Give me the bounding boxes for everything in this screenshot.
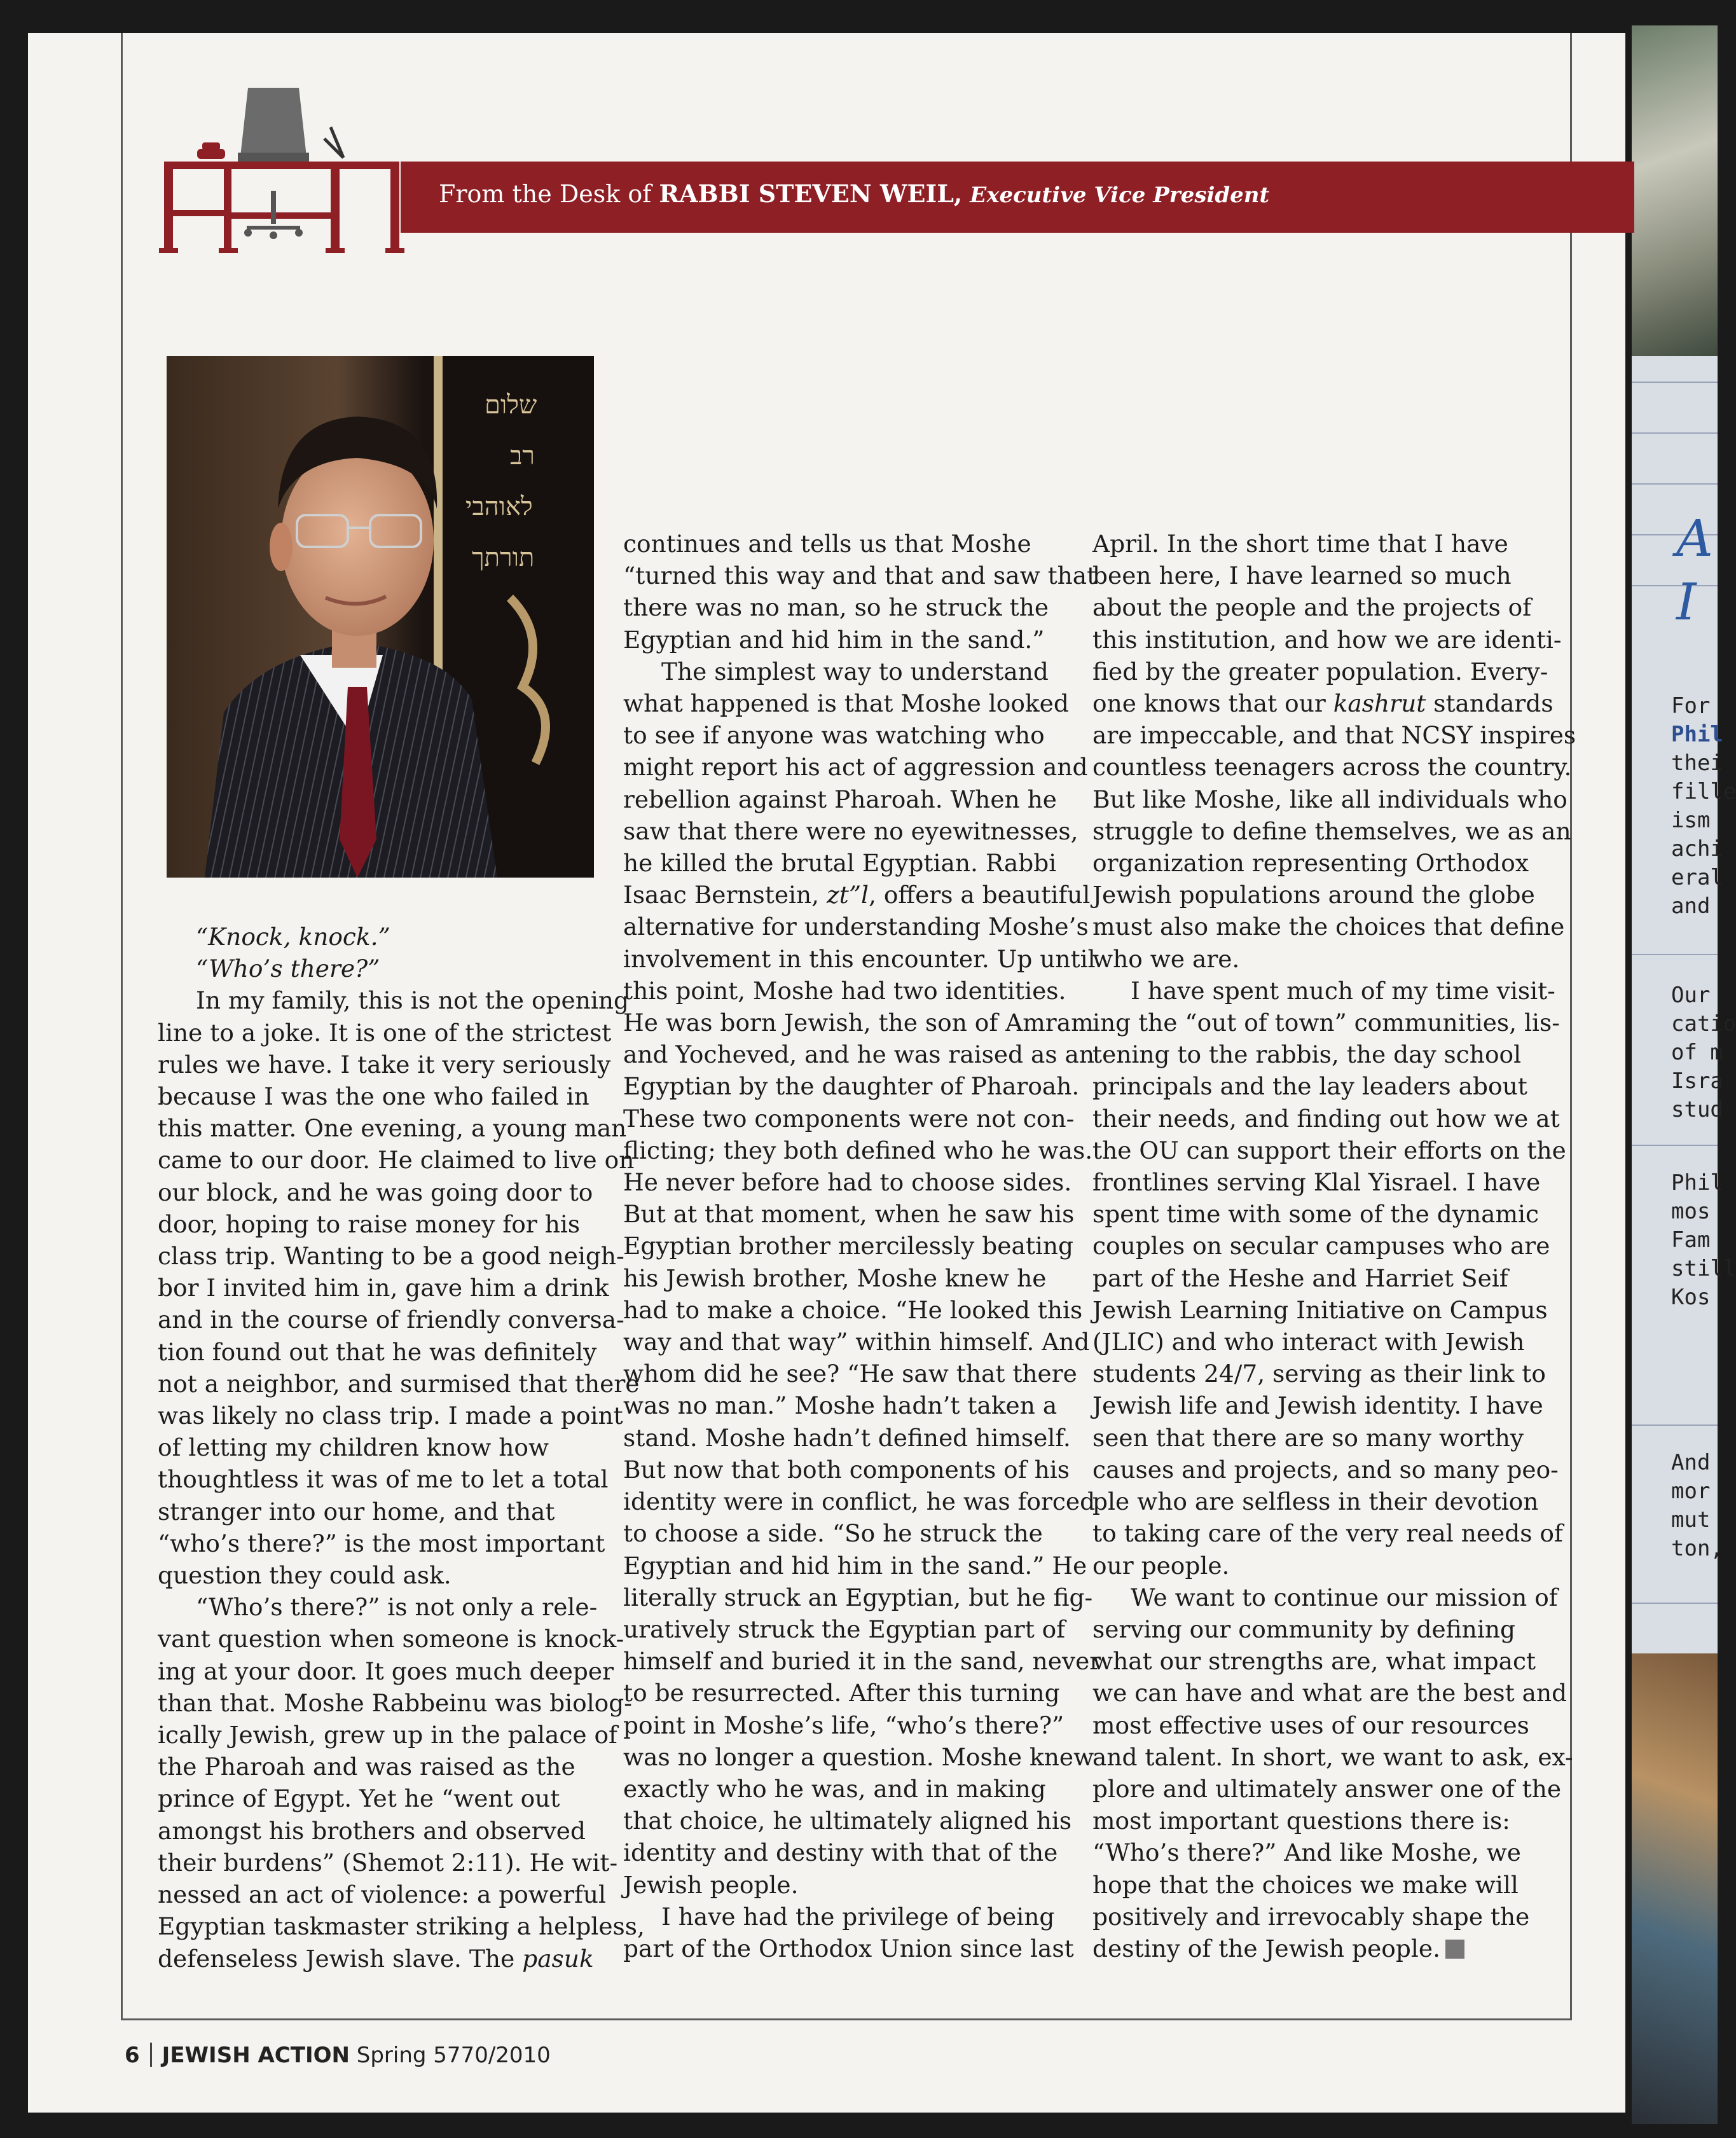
svg-text:תורתך: תורתך: [472, 543, 535, 572]
text-line-content: to see if anyone was watching who: [623, 721, 1045, 750]
text-line-content: stand. Moshe hadn’t defined himself.: [623, 1423, 1071, 1452]
text-line: [623, 656, 1081, 687]
text-line: [1092, 1677, 1567, 1709]
text-line-content: because I was the one who failed in: [158, 1082, 589, 1111]
text-line: [1092, 1741, 1573, 1773]
text-line-content: destiny of the Jewish people.: [1092, 1934, 1440, 1962]
text-line: [1092, 1103, 1560, 1135]
adjacent-text-line: Fam: [1671, 1227, 1711, 1253]
adjacent-text-line: Phil: [1671, 722, 1723, 747]
text-line-content: struggle to define themselves, we as an: [1092, 817, 1571, 845]
text-line: [623, 1901, 1081, 1933]
text-line-content: We want to continue our mission of: [1131, 1583, 1558, 1611]
adjacent-text-line: mor: [1671, 1479, 1711, 1504]
text-line-content: principals and the lay leaders about: [1092, 1072, 1527, 1101]
text-line-content: causes and projects, and so many peo-: [1092, 1455, 1559, 1484]
text-line-content: hope that the choices we make will: [1092, 1870, 1519, 1899]
adjacent-script-letter: I: [1676, 572, 1697, 631]
text-line: [1092, 1038, 1550, 1070]
text-line: [623, 783, 1081, 815]
text-line: [158, 921, 603, 953]
text-line: [1092, 783, 1567, 815]
italic-term: pasuk: [522, 1944, 594, 1973]
text-line: [623, 1326, 1090, 1358]
adjacent-text-line: Phil: [1671, 1170, 1723, 1196]
text-line-content: “Knock, knock.”: [196, 923, 390, 951]
text-line-content: was likely no class trip. I made a point: [158, 1402, 623, 1430]
text-line: [623, 719, 1081, 751]
text-line: [1092, 1135, 1566, 1166]
text-line: [1092, 943, 1550, 975]
text-line: [1092, 624, 1562, 656]
text-line: [623, 1933, 1081, 1964]
text-line-content: “Who’s there?”: [196, 955, 380, 983]
article-column-1: [158, 921, 645, 1975]
text-line-content: his Jewish brother, Moshe knew he: [623, 1264, 1047, 1292]
text-line-content: and talent. In short, we want to ask, ex-: [1092, 1742, 1573, 1771]
adjacent-text-line: ton,: [1671, 1536, 1723, 1561]
text-line-content: to taking care of the very real needs of: [1092, 1519, 1563, 1548]
text-line: [1092, 1869, 1550, 1901]
text-line-content: and Yocheved, and he was raised as an: [623, 1040, 1095, 1069]
magazine-name: JEWISH ACTION: [162, 2043, 350, 2068]
text-line: [158, 1496, 603, 1528]
text-line-content: Jewish Learning Initiative on Campus: [1092, 1295, 1548, 1324]
text-line: [623, 943, 1096, 975]
adjacent-page: [1632, 25, 1736, 2124]
text-line: [1092, 1550, 1550, 1582]
text-line-content: April. In the short time that I have: [1092, 530, 1508, 558]
end-square-icon: [1445, 1940, 1464, 1959]
text-line: [1092, 687, 1553, 719]
adjacent-text-line: and: [1671, 893, 1711, 919]
text-line: [623, 1486, 1096, 1517]
text-line-content: frontlines serving Klal Yisrael. I have: [1092, 1168, 1541, 1197]
text-line: [1092, 1294, 1550, 1326]
text-line-content: amongst his brothers and observed: [158, 1816, 586, 1845]
text-line-content: way and that way” within himself. And: [623, 1328, 1090, 1356]
text-line: [623, 815, 1081, 847]
adjacent-text-line: Isra: [1671, 1068, 1723, 1094]
text-line: [623, 1677, 1081, 1709]
text-line: [1092, 1517, 1563, 1549]
text-line: [1092, 1805, 1550, 1837]
author-portrait: [167, 356, 594, 878]
text-line: [1092, 1198, 1550, 1230]
adjacent-text-line: Our: [1671, 983, 1711, 1008]
text-line: [623, 1390, 1081, 1421]
text-line: [158, 1112, 627, 1144]
text-line: [158, 1591, 603, 1623]
text-line: [623, 1805, 1081, 1837]
text-line-content: positively and irrevocably shape the: [1092, 1902, 1530, 1931]
adjacent-text-line: thei: [1671, 750, 1723, 776]
adjacent-photo-top: [1632, 25, 1718, 356]
text-line: [158, 1559, 603, 1591]
text-line-content: door, hoping to raise money for his: [158, 1210, 581, 1238]
text-line-content: tening to the rabbis, the day school: [1092, 1040, 1522, 1069]
text-line: [623, 1038, 1095, 1070]
desk-icon: [158, 83, 412, 261]
text-line-content: saw that there were no eyewitnesses,: [623, 817, 1078, 845]
text-line-content: I have spent much of my time visit-: [1131, 976, 1555, 1005]
text-line: [623, 751, 1088, 783]
text-line-content: most important questions there is:: [1092, 1807, 1510, 1835]
text-line: [623, 1550, 1087, 1582]
text-line-content: our people.: [1092, 1551, 1230, 1580]
text-line-content: nessed an act of violence: a powerful: [158, 1880, 607, 1909]
text-line: [1092, 1422, 1550, 1454]
text-line-content: line to a joke. It is one of the strictest: [158, 1018, 612, 1047]
text-line-content: organization representing Orthodox: [1092, 849, 1529, 878]
text-line-content: who we are.: [1092, 944, 1240, 973]
text-line-content: ing the “out of town” communities, lis-: [1092, 1009, 1560, 1037]
text-line-content: uratively struck the Egyptian part of: [623, 1615, 1066, 1643]
text-line-content: exactly who he was, and in making: [623, 1774, 1046, 1803]
text-line: [158, 1176, 603, 1208]
text-line-tail: , offers a beautiful: [869, 881, 1091, 909]
text-line-content: ple who are selfless in their devotion: [1092, 1487, 1539, 1516]
text-line-content: prince of Egypt. Yet he “went out: [158, 1784, 560, 1813]
text-line-content: about the people and the projects of: [1092, 593, 1532, 622]
text-line-content: class trip. Wanting to be a good neigh-: [158, 1242, 624, 1271]
adjacent-text-line: still: [1671, 1256, 1736, 1281]
text-line-content: In my family, this is not the opening: [196, 986, 630, 1015]
text-line: [623, 591, 1081, 623]
text-line: [623, 1517, 1081, 1549]
text-line-content: part of the Heshe and Harriet Seif: [1092, 1264, 1508, 1292]
text-line-content: Egyptian and hid him in the sand.”: [623, 625, 1045, 654]
text-line-content: this point, Moshe had two identities.: [623, 976, 1066, 1005]
text-line-content: Isaac Bernstein,: [623, 881, 827, 909]
text-line-content: than that. Moshe Rabbeinu was biolog-: [158, 1688, 632, 1717]
text-line: [623, 1007, 1094, 1038]
text-line: [1092, 1837, 1550, 1868]
text-line-content: ing at your door. It goes much deeper: [158, 1657, 614, 1685]
text-line: [158, 1623, 624, 1655]
text-line: [1092, 1070, 1550, 1102]
text-line-content: himself and buried it in the sand, never: [623, 1647, 1101, 1676]
text-line: [1092, 1454, 1559, 1486]
adjacent-text-line: achi: [1671, 836, 1723, 862]
text-line: [623, 1230, 1081, 1262]
text-line-content: “Who’s there?” And like Moshe, we: [1092, 1838, 1521, 1867]
text-line: [1092, 1582, 1558, 1613]
text-line: [1092, 719, 1576, 751]
text-line: [623, 1869, 1081, 1901]
text-line-content: bor I invited him in, gave him a drink: [158, 1274, 609, 1302]
text-line: [1092, 1358, 1550, 1390]
text-line: [158, 1910, 645, 1942]
text-line-content: question they could ask.: [158, 1561, 451, 1590]
text-line: [623, 1070, 1081, 1102]
text-line: [158, 1049, 611, 1080]
text-line-content: serving our community by defining: [1092, 1615, 1515, 1643]
adjacent-text-line: Kos: [1671, 1285, 1711, 1310]
text-line: [623, 1613, 1081, 1645]
text-line-content: vant question when someone is knock-: [158, 1625, 624, 1653]
text-line-content: Egyptian by the daughter of Pharoah.: [623, 1072, 1080, 1101]
text-line-content: whom did he see? “He saw that there: [623, 1360, 1077, 1388]
text-line: [623, 1358, 1081, 1390]
text-line-content: was no man.” Moshe hadn’t taken a: [623, 1391, 1057, 1420]
text-line: [623, 1741, 1094, 1773]
text-line-content: rules we have. I take it very seriously: [158, 1050, 611, 1079]
text-line-content: He never before had to choose sides.: [623, 1168, 1072, 1197]
text-line-content: He was born Jewish, the son of Amram: [623, 1009, 1094, 1037]
text-line: [1092, 815, 1571, 847]
italic-term: kashrut: [1333, 689, 1426, 718]
text-line: [158, 1304, 624, 1335]
text-line-content: thoughtless it was of me to let a total: [158, 1465, 609, 1494]
adjacent-text-line: mos: [1671, 1199, 1711, 1224]
text-line: [1092, 1262, 1550, 1294]
text-line-content: involvement in this encounter. Up until: [623, 944, 1096, 973]
text-line-content: seen that there are so many worthy: [1092, 1423, 1524, 1452]
text-line-content: the OU can support their efforts on the: [1092, 1136, 1566, 1164]
text-line-content: countless teenagers across the country.: [1092, 753, 1572, 782]
text-line-content: been here, I have learned so much: [1092, 562, 1512, 590]
text-line: [623, 1454, 1081, 1486]
text-line: [1092, 528, 1550, 560]
text-line: [1092, 656, 1550, 687]
text-line-content: “who’s there?” is the most important: [158, 1529, 605, 1557]
text-line-content: (JLIC) and who interact with Jewish: [1092, 1328, 1525, 1356]
text-line: [623, 624, 1081, 656]
text-line: [1092, 1326, 1550, 1358]
text-line: [623, 687, 1081, 719]
text-line-content: he killed the brutal Egyptian. Rabbi: [623, 849, 1057, 878]
text-line: [1092, 591, 1550, 623]
text-line-content: what our strengths are, what impact: [1092, 1647, 1536, 1676]
text-line: [623, 560, 1097, 591]
text-line-content: continues and tells us that Moshe: [623, 530, 1031, 558]
text-line-content: to be resurrected. After this turning: [623, 1679, 1060, 1707]
text-line-content: Egyptian and hid him in the sand.” He: [623, 1551, 1087, 1580]
text-line-content: plore and ultimately answer one of the: [1092, 1774, 1562, 1803]
text-line-content: their needs, and finding out how we at: [1092, 1104, 1560, 1133]
article-column-3: [1092, 528, 1576, 1964]
italic-term: zt”l: [827, 881, 869, 909]
text-line-content: fied by the greater population. Every-: [1092, 657, 1548, 686]
text-line: [623, 975, 1081, 1007]
text-line-content: Jewish populations around the globe: [1092, 881, 1535, 909]
text-line-content: our block, and he was going door to: [158, 1178, 593, 1206]
text-line-content: and in the course of friendly conversa-: [158, 1306, 624, 1334]
text-line: [623, 1709, 1081, 1741]
text-line: [1092, 560, 1550, 591]
text-line: [158, 984, 630, 1016]
text-line-content: we can have and what are the best and: [1092, 1679, 1567, 1707]
text-line-content: stranger into our home, and that: [158, 1497, 555, 1526]
text-line: [1092, 975, 1555, 1007]
text-line: [623, 1294, 1081, 1326]
text-line: [1092, 911, 1565, 942]
text-line-content: identity and destiny with that of the: [623, 1838, 1058, 1867]
text-line-content: tion found out that he was definitely: [158, 1337, 597, 1366]
text-line-content: not a neighbor, and surmised that there: [158, 1369, 640, 1398]
text-line: [158, 1017, 612, 1049]
issue-label: Spring 5770/2010: [356, 2043, 551, 2068]
banner-prefix: From the Desk of: [439, 180, 659, 208]
text-line-content: “turned this way and that and saw that: [623, 562, 1097, 590]
text-line: [623, 879, 1091, 911]
author-role: Executive Vice President: [970, 183, 1270, 208]
text-line: [1092, 1773, 1562, 1805]
text-line: [1092, 1901, 1550, 1933]
text-line: [1092, 847, 1550, 879]
text-line-content: flicting; they both defined who he was.: [623, 1136, 1093, 1164]
svg-text:שלום: שלום: [485, 390, 537, 420]
text-line: [158, 1144, 635, 1176]
article-column-2: [623, 528, 1101, 1964]
text-line-content: of letting my children know how: [158, 1433, 549, 1462]
text-line-content: But now that both components of his: [623, 1455, 1070, 1484]
page-number: 6: [125, 2043, 140, 2068]
text-line-content: Egyptian brother mercilessly beating: [623, 1232, 1074, 1260]
text-line-content: But like Moshe, like all individuals who: [1092, 785, 1567, 813]
text-line: [1092, 1486, 1550, 1517]
text-line: [623, 1422, 1081, 1454]
text-line: [623, 1135, 1093, 1166]
page-footer: [125, 2043, 551, 2068]
text-line-content: must also make the choices that define: [1092, 913, 1565, 941]
svg-text:לאוהבי: לאוהבי: [465, 492, 533, 521]
text-line: [158, 1272, 609, 1304]
text-line: [623, 847, 1081, 879]
text-line-content: rebellion against Pharoah. When he: [623, 785, 1057, 813]
text-line: [158, 1528, 603, 1559]
text-line: [158, 1368, 640, 1400]
text-line-content: most effective uses of our resources: [1092, 1711, 1529, 1739]
text-line: [1092, 1613, 1550, 1645]
text-line-content: The simplest way to understand: [661, 657, 1049, 686]
text-line-content: students 24/7, serving as their link to: [1092, 1360, 1546, 1388]
text-line: [158, 1751, 603, 1783]
text-line-content: These two components were not con-: [623, 1104, 1075, 1133]
text-line-content: to choose a side. “So he struck the: [623, 1519, 1043, 1548]
text-line: [158, 1687, 632, 1719]
text-line-content: part of the Orthodox Union since last: [623, 1934, 1074, 1962]
text-line: [1092, 1007, 1560, 1038]
text-line-content: this institution, and how we are identi-: [1092, 625, 1562, 654]
text-line: [1092, 879, 1550, 911]
adjacent-text-line: fille: [1671, 779, 1736, 804]
text-line: [623, 528, 1081, 560]
text-line-content: identity were in conflict, he was forced: [623, 1487, 1096, 1516]
text-line-content: that choice, he ultimately aligned his: [623, 1807, 1072, 1835]
adjacent-text-line: ism: [1671, 808, 1711, 833]
text-line: [623, 1198, 1081, 1230]
header-banner-text: [439, 179, 1269, 208]
text-line: [158, 1655, 614, 1687]
text-line: [158, 1431, 603, 1463]
text-line-content: couples on secular campuses who are: [1092, 1232, 1550, 1260]
text-line: [158, 1208, 603, 1240]
text-line: [158, 1336, 603, 1368]
text-line: [623, 1103, 1081, 1135]
text-line-content: ically Jewish, grew up in the palace of: [158, 1721, 617, 1749]
text-line: [158, 1783, 603, 1814]
text-line: [623, 1262, 1081, 1294]
text-line-content: defenseless Jewish slave. The: [158, 1944, 523, 1973]
text-line-content: literally struck an Egyptian, but he fig-: [623, 1583, 1093, 1611]
text-line-content: this matter. One evening, a young man: [158, 1114, 627, 1143]
text-line-content: But at that moment, when he saw his: [623, 1200, 1075, 1229]
adjacent-text-line: And: [1671, 1450, 1711, 1475]
text-line: [623, 1582, 1093, 1613]
text-line: [1092, 1230, 1550, 1262]
text-line: [158, 1847, 618, 1879]
text-line: [1092, 1166, 1550, 1198]
text-line-content: there was no man, so he struck the: [623, 593, 1049, 622]
text-line-content: the Pharoah and was raised as the: [158, 1753, 575, 1781]
text-line-content: point in Moshe’s life, “who’s there?”: [623, 1711, 1064, 1739]
author-name: RABBI STEVEN WEIL,: [659, 179, 963, 208]
text-line-content: what happened is that Moshe looked: [623, 689, 1069, 718]
text-line: [158, 1719, 617, 1751]
text-line: [158, 1463, 609, 1495]
text-line: [1092, 1645, 1550, 1677]
svg-text:רב: רב: [510, 441, 535, 471]
text-line: [158, 1240, 624, 1272]
text-line: [158, 953, 603, 984]
adjacent-script-letter: A: [1676, 509, 1713, 568]
adjacent-text-line: of m: [1671, 1040, 1723, 1065]
text-line: [623, 1166, 1081, 1198]
text-line-content: are impeccable, and that NCSY inspires: [1092, 721, 1576, 750]
text-line-content: Egyptian taskmaster striking a helpless,: [158, 1912, 645, 1941]
text-line: [158, 1080, 603, 1112]
text-line-content: “Who’s there?” is not only a rele-: [196, 1593, 598, 1622]
text-line-content: I have had the privilege of being: [661, 1902, 1055, 1931]
text-line-content: their burdens” (Shemot 2:11). He wit-: [158, 1848, 618, 1877]
text-line: [158, 1815, 603, 1847]
text-line-content: had to make a choice. “He looked this: [623, 1295, 1083, 1324]
adjacent-text-line: catio: [1671, 1011, 1736, 1037]
text-line: [1092, 1709, 1550, 1741]
text-line-content: alternative for understanding Moshe’s: [623, 913, 1089, 941]
text-line: [623, 1837, 1081, 1868]
text-line-content: might report his act of aggression and: [623, 753, 1088, 782]
text-line: [623, 1645, 1101, 1677]
text-line-tail: standards: [1426, 689, 1553, 718]
text-line-content: Jewish life and Jewish identity. I have: [1092, 1391, 1543, 1420]
adjacent-text-line: eral: [1671, 865, 1723, 890]
text-line-content: came to our door. He claimed to live on: [158, 1146, 635, 1175]
text-line-content: Jewish people.: [623, 1870, 799, 1899]
text-line-content: one knows that our: [1092, 689, 1333, 718]
text-line-content: spent time with some of the dynamic: [1092, 1200, 1540, 1229]
adjacent-text-line: stud: [1671, 1097, 1723, 1122]
adjacent-photo-bottom: [1632, 1653, 1718, 2124]
adjacent-text-line: For: [1671, 693, 1711, 719]
text-line: [623, 911, 1089, 942]
text-line-content: was no longer a question. Moshe knew: [623, 1742, 1094, 1771]
text-line: [1092, 1933, 1550, 1964]
text-line: [158, 1400, 623, 1431]
text-line: [158, 1879, 607, 1910]
text-line: [623, 1773, 1081, 1805]
text-line: [158, 1943, 603, 1975]
adjacent-text-line: mut: [1671, 1507, 1711, 1533]
text-line: [1092, 751, 1572, 783]
text-line: [1092, 1390, 1550, 1421]
